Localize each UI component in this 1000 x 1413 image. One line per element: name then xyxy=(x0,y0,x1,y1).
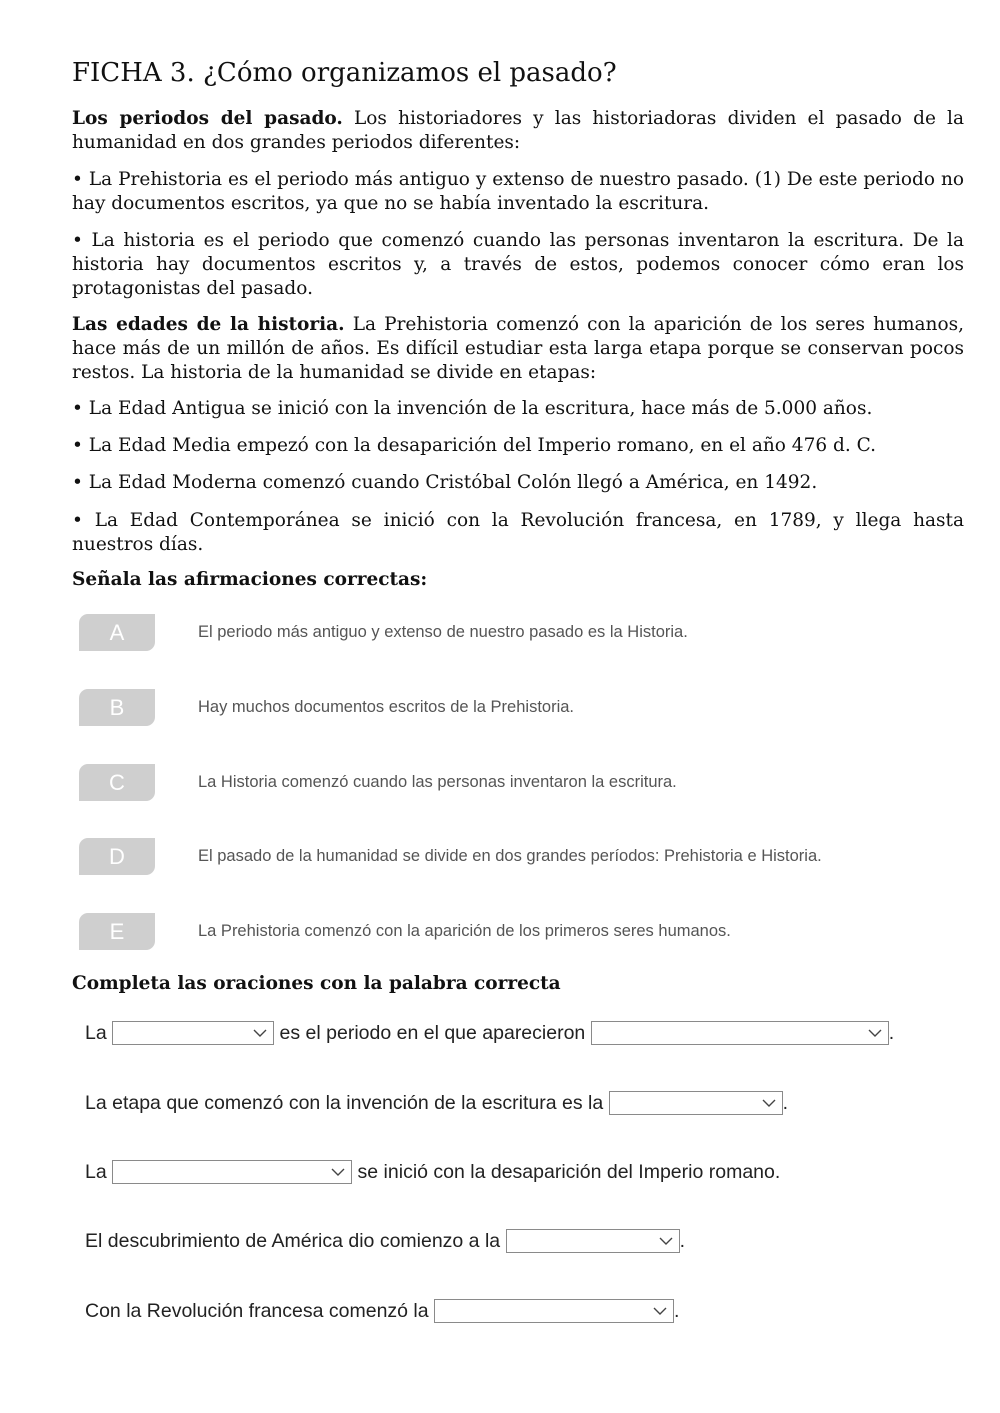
ages-text: La Prehistoria comenzó con la aparición de los seres humanos, hace más de un millón de años. Es difícil estudiar esta larga etapa porque se conservan pocos restos. La historia de la humanidad se divide en etapas: xyxy=(72,314,964,383)
bullet-edad-antigua: • La Edad Antigua se inició con la invención de la escritura, hace más de 5.000 años. xyxy=(72,398,873,419)
complete-heading: Completa las oraciones con la palabra correcta xyxy=(72,973,561,994)
sentence-4-start: El descubrimiento de América dio comienzo a la xyxy=(85,1229,501,1252)
bullet-edad-contemporanea: • La Edad Contemporánea se inició con la Revolución francesa, en 1789, y llega hasta nuestros días. xyxy=(72,510,964,555)
option-e-text: La Prehistoria comenzó con la aparición de los primeros seres humanos. xyxy=(198,922,731,940)
sentence-1-middle: es el periodo en el que aparecieron xyxy=(279,1021,586,1044)
sentence-3-dropdown[interactable] xyxy=(112,1160,352,1184)
sentence-1-dropdown-2[interactable] xyxy=(591,1021,889,1045)
sentence-2 xyxy=(85,1088,788,1116)
chevron-down-icon xyxy=(868,1026,882,1040)
sentence-1-dropdown-1[interactable] xyxy=(112,1021,274,1045)
bullet-historia: • La historia es el periodo que comenzó cuando las personas inventaron la escritura. De la historia hay documentos escritos y, a través de estos, podemos conocer cómo eran los protagonistas del pasado. xyxy=(72,230,964,299)
option-a-button[interactable]: A xyxy=(79,614,155,651)
intro-bold: Los periodos del pasado. xyxy=(72,108,343,129)
option-row-e xyxy=(79,913,959,951)
option-d-text: El pasado de la humanidad se divide en dos grandes períodos: Prehistoria e Historia. xyxy=(198,847,822,865)
option-a-text: El periodo más antiguo y extenso de nuestro pasado es la Historia. xyxy=(198,623,688,641)
ages-bold: Las edades de la historia. xyxy=(72,314,345,335)
sentence-4-dropdown[interactable] xyxy=(506,1229,680,1253)
intro-paragraph xyxy=(72,107,964,155)
chevron-down-icon xyxy=(659,1234,673,1248)
sentence-3-start: La xyxy=(85,1160,107,1183)
sentence-1-start: La xyxy=(85,1021,107,1044)
ages-paragraph xyxy=(72,313,964,385)
sentence-3-end: se inició con la desaparición del Imperio romano. xyxy=(357,1160,781,1183)
option-b-button[interactable]: B xyxy=(79,689,155,726)
sentence-4 xyxy=(85,1226,685,1254)
chevron-down-icon xyxy=(331,1165,345,1179)
bullet-edad-media: • La Edad Media empezó con la desaparición del Imperio romano, en el año 476 d. C. xyxy=(72,435,876,456)
chevron-down-icon xyxy=(253,1026,267,1040)
sentence-5-end: . xyxy=(674,1299,680,1322)
chevron-down-icon xyxy=(762,1096,776,1110)
option-e-button[interactable]: E xyxy=(79,913,155,950)
chevron-down-icon xyxy=(653,1304,667,1318)
sentence-5-dropdown[interactable] xyxy=(434,1299,674,1323)
option-b-text: Hay muchos documentos escritos de la Prehistoria. xyxy=(198,698,575,716)
option-row-a xyxy=(79,614,959,652)
sentence-5 xyxy=(85,1296,679,1324)
page-title: FICHA 3. ¿Cómo organizamos el pasado? xyxy=(72,58,617,88)
sentence-2-dropdown[interactable] xyxy=(609,1091,783,1115)
sentence-4-end: . xyxy=(679,1229,685,1252)
sentence-2-end: . xyxy=(782,1091,789,1114)
option-c-button[interactable]: C xyxy=(79,764,155,801)
option-d-button[interactable]: D xyxy=(79,838,155,875)
sentence-1-end: . xyxy=(888,1021,895,1044)
option-c-text: La Historia comenzó cuando las personas inventaron la escritura. xyxy=(198,773,677,791)
bullet-edad-moderna: • La Edad Moderna comenzó cuando Cristóbal Colón llegó a América, en 1492. xyxy=(72,472,818,493)
bullet-prehistoria: • La Prehistoria es el periodo más antiguo y extenso de nuestro pasado. (1) De este periodo no hay documentos escritos, ya que no se había inventado la escritura. xyxy=(72,169,964,214)
intro-text: Los historiadores y las historiadoras dividen el pasado de la humanidad en dos grandes periodos diferentes: xyxy=(72,108,964,153)
option-row-d xyxy=(79,838,959,876)
quiz-heading: Señala las afirmaciones correctas: xyxy=(72,569,428,590)
sentence-5-start: Con la Revolución francesa comenzó la xyxy=(85,1299,429,1322)
sentence-3 xyxy=(85,1157,780,1185)
option-row-b xyxy=(79,689,959,727)
sentence-2-start: La etapa que comenzó con la invención de la escritura es la xyxy=(85,1091,604,1114)
option-row-c xyxy=(79,764,959,802)
sentence-1 xyxy=(85,1018,894,1046)
